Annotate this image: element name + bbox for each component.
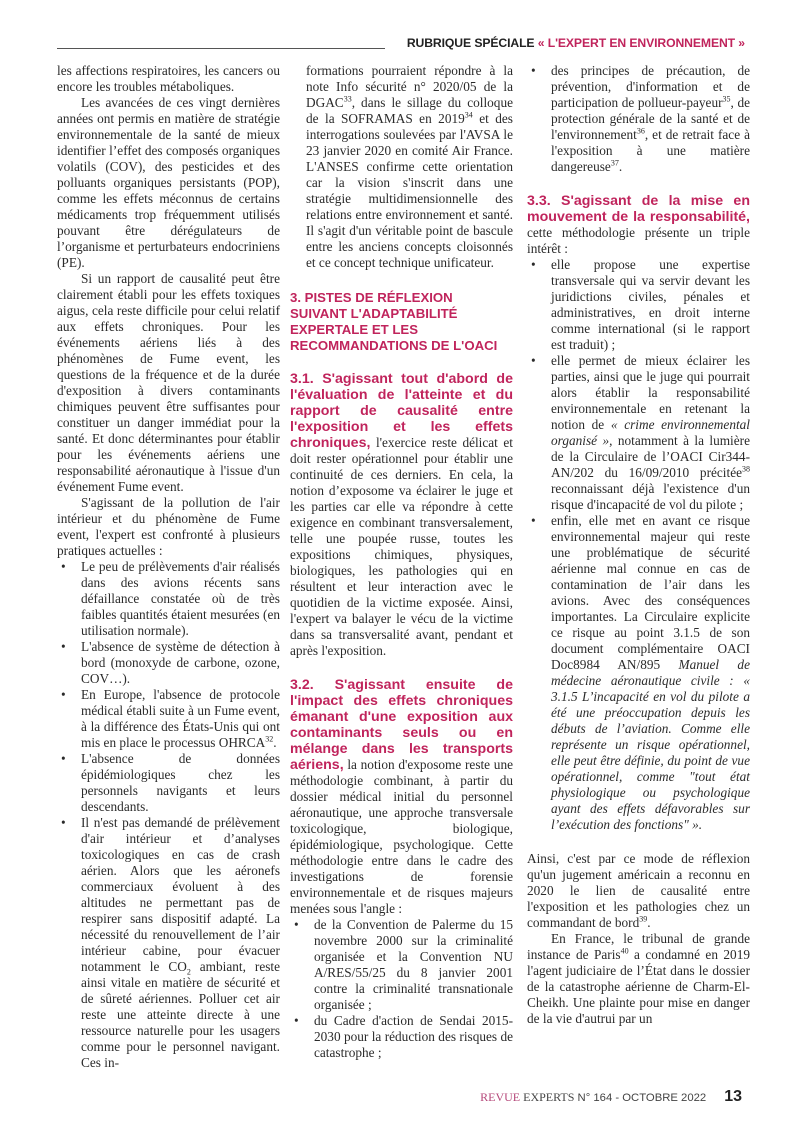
bullet-list: [527, 63, 750, 175]
page-footer: [480, 1088, 742, 1106]
journal-name-revue: REVUE: [480, 1090, 521, 1104]
list-item: [527, 513, 750, 833]
emphasis: Manuel de médecine aéronautique civile : « 3.1.5 L’incapacité en vol du pilote a été une préoccupation depuis les débuts de l’aviation. Comme elle représente un risque opérationnel, elle peut être définie, du point de vue opérationnel, comme "tout état physiologique ou psychologique ayant des effets défavorables sur l’exécution des fonctions" ».: [551, 657, 750, 832]
text: , notamment à la lumière de la Circulaire de l’OACI Cir344-AN/202 du 16/09/2010 précitée: [551, 433, 750, 480]
subsection-heading: 3.2. S'agissant ensuite de l'impact des effets chroniques émanant d'une exposition aux contaminants seuls ou en mélange dans les transports aériens,: [290, 677, 513, 773]
text: elle permet de mieux éclairer les parties, ainsi que le juge qui pourrait alors établir la responsabilité environnementale en retenant la notion de: [551, 353, 750, 432]
text: formations pourraient répondre à la note Info sécurité n° 2020/05 de la DGAC: [306, 63, 513, 110]
list-item-text: ambiant, reste ainsi vitale en matière de sécurité et de sûreté aériennes. Polluer cet air reste une atteinte directe à une ressource naturelle pour les usagers comme pour le personnel navigant. Ces in-: [81, 959, 280, 1070]
list-item-text: de la Convention de Palerme du 15 novembre 2000 sur la criminalité organisée et la Convention NU A/RES/55/25 du 8 janvier 2001 contre la criminalité transnationale organisée ;: [314, 917, 513, 1012]
text: enfin, elle met en avant ce risque environnemental majeur qui reste une problématique de sécurité aérienne mal connue en cas de contamination de l’air dans les avions. Avec des conséquences importantes. La Circulaire explicite ce risque au point 3.1.5 de son document complémentaire OACI Doc8984 AN/895: [551, 513, 750, 672]
list-item-text: L'absence de système de détection à bord (monoxyde de carbone, ozone, COV…).: [81, 639, 280, 686]
text: .: [647, 915, 651, 930]
list-item: [290, 917, 513, 1013]
list-item: [57, 639, 280, 687]
paragraph: [527, 931, 750, 1027]
footnote-ref[interactable]: 35: [722, 94, 731, 104]
list-item: [527, 257, 750, 353]
paragraph: les affections respiratoires, les cancers ou encore les troubles métaboliques.: [57, 63, 280, 94]
text: et des interrogations soulevées par l'AVSA le 23 janvier 2020 en comité Air France. L'ANSES confirme cette orientation car la vision s'inscrit dans une stratégie multidimensionnelle des relations entre environnement et santé. Il s'agit d'un véritable point de bascule entre les anciens concepts cloisonnés et ce concept technique unificateur.: [306, 111, 513, 270]
section-title: [407, 36, 745, 50]
text: , dans le sillage du colloque de la SOFRAMAS en 2019: [306, 95, 513, 126]
text: elle propose une expertise transversale qui va servir devant les juridictions civiles, pénales et administratives, en droit interne comme international (si le rapport est traduit) ;: [551, 257, 750, 352]
text: , et de retrait face à l'exposition à une matière dangereuse: [551, 127, 750, 174]
subsection-heading: 3.3. S'agissant de la mise en mouvement de la responsabilité,: [527, 193, 750, 225]
header-rule: [57, 48, 385, 49]
issue-info: N° 164 - OCTOBRE 2022: [574, 1092, 707, 1104]
list-item: [527, 353, 750, 513]
list-item: [527, 63, 750, 175]
footnote-ref[interactable]: 32: [265, 734, 274, 744]
paragraph: [290, 63, 513, 271]
running-header: [57, 36, 745, 52]
footnote-ref[interactable]: 33: [343, 94, 352, 104]
footnote-ref[interactable]: 39: [639, 914, 648, 924]
column-2: [290, 63, 513, 1061]
footnote-ref[interactable]: 40: [620, 946, 629, 956]
bullet-list: [57, 559, 280, 1071]
column-3: [527, 63, 750, 1027]
paragraph: [527, 851, 750, 931]
text: , de protection générale de la santé et de l'environnement: [551, 95, 750, 142]
footnote-ref[interactable]: 34: [464, 110, 473, 120]
footnote-ref[interactable]: 36: [636, 126, 645, 136]
paragraph: Si un rapport de causalité peut être clairement établi pour les effets toxiques aigus, cela reste difficile pour celui relatif aux effets chroniques. Pour les événements aériens liés à des phénomènes de Fume event, les questions de la fréquence et de la durée d'exposition à divers contaminants chimiques peuvent être suffisantes pour constituer un danger immédiat pour la santé. Et donc déterminantes pour établir pour les événements aériens une responsabilité aéronautique à l'issue d'un événement Fume event.: [57, 271, 280, 494]
emphasis: « crime environnemental organisé »: [551, 417, 750, 448]
column-1: [57, 63, 280, 1071]
text: Ainsi, c'est par ce mode de réflexion qu'un jugement américain a reconnu en 2020 le lien de causalité entre l'exposition et les pathologies chez un commandant de bord: [527, 851, 750, 930]
list-item: [57, 751, 280, 815]
text: En France, le tribunal de grande instance de Paris: [527, 931, 750, 962]
subscript: 2: [186, 967, 191, 977]
footnote-ref[interactable]: 38: [742, 464, 750, 474]
text: reconnaissant déjà l'existence d'un risque d'incapacité de vol du pilote ;: [551, 481, 750, 512]
text: a condamné en 2019 l'agent judiciaire de l’État dans le dossier de la catastrophe aérienne de Charm-El-Cheikh. Une plainte pour mise en danger de la vie d'autrui par un: [527, 947, 750, 1026]
section-title-main: RUBRIQUE SPÉCIALE: [406, 36, 535, 50]
text: des principes de précaution, de prévention, d'information et de participation de pollueur-payeur: [551, 63, 750, 110]
paragraph: S'agissant de la pollution de l'air intérieur et du phénomène de Fume event, l'expert est confronté à plusieurs pratiques actuelles :: [57, 495, 280, 558]
paragraph: Les avancées de ces vingt dernières années ont permis en matière de stratégie environnementale de la santé de mieux identifier l’effet des composés organiques volatils (COV), des pesticides et des polluants organiques persistants (POP), comme les effets méconnus de certains médicaments trop fréquemment utilisés pouvant être dérégulateurs de l’organisme et perturbateurs endocriniens (PE).: [57, 95, 280, 270]
paragraph: [527, 193, 750, 257]
list-item-text: Il n'est pas demandé de prélèvement d'air intérieur et d’analyses toxicologiques en cas de crash aérien. Alors que les aéronefs commerciaux évoluent à des altitudes ne permettant pas de respirer sans dispositif adapté. La nécessité du renouvellement de l’air intérieur cabine, pour évacuer notamment le CO: [81, 815, 280, 974]
journal-name-experts: EXPERTS: [520, 1090, 575, 1104]
list-item-text: du Cadre d'action de Sendai 2015-2030 pour la réduction des risques de catastrophe ;: [314, 1013, 513, 1060]
text: cette méthodologie présente un triple intérêt :: [527, 225, 750, 256]
list-item-text: En Europe, l'absence de protocole médical établi suite à un Fume event, à la différence des États-Unis qui ont mis en place le processus OHRCA: [81, 687, 280, 750]
list-item: [290, 1013, 513, 1061]
section-heading: 3. PISTES DE RÉFLEXION SUIVANT L'ADAPTABILITÉ EXPERTALE ET LES RECOMMANDATIONS DE L'OACI: [290, 290, 498, 353]
text: .: [618, 159, 623, 174]
list-item-text: L'absence de données épidémiologiques chez les personnels navigants et leurs descendants.: [81, 751, 280, 814]
list-item: [57, 559, 280, 639]
list-item: • En Europe, l'absence de protocole médical établi suite à un Fume event, à la différence des États-Unis qui ont mis en place le processus OHRCA$^{32}$.: [57, 687, 280, 751]
text: la notion d'exposome reste une méthodologie combinant, à partir du dossier médical initial du personnel aéronautique, une approche transversale toxicologique, biologique, épidémiologique, psychologique. Cette méthodologie entre dans le cadre des investigations de forensie environnementale et de risques majeurs menées sous l'angle :: [290, 757, 513, 916]
footnote-ref[interactable]: 37: [610, 158, 619, 168]
page-number: 13: [724, 1088, 742, 1105]
bullet-list: [290, 917, 513, 1061]
paragraph: [290, 371, 513, 659]
list-item-text: Le peu de prélèvements d'air réalisés dans des avions récents sans défaillance constatée où de très faibles quantités étaient mesurées (en utilisation normale).: [81, 559, 280, 638]
list-item: [57, 815, 280, 1071]
paragraph: [290, 677, 513, 917]
section-title-accent: « L'EXPERT EN ENVIRONNEMENT »: [537, 36, 745, 50]
bullet-list: [527, 257, 750, 833]
text: l'exercice reste délicat et doit rester opérationnel pour établir une continuité de ces derniers. En cela, la notion d’exposome va éclairer le juge et les parties car elle va répondre à cette exigence en combinant transversalement, telle une poupée russe, toutes les expositions chimiques, physiques, biologiques, les pathologies qui en résultent et leur interaction avec le quotidien de la victime exposée. Ainsi, l'expert va balayer le vécu de la victime dans sa transversalité avant, pendant et après l'exposition.: [290, 435, 513, 658]
subsection-heading: 3.1. S'agissant tout d'abord de l'évaluation de l'atteinte et du rapport de causalité entre l'exposition et les effets chroniques,: [290, 371, 513, 451]
